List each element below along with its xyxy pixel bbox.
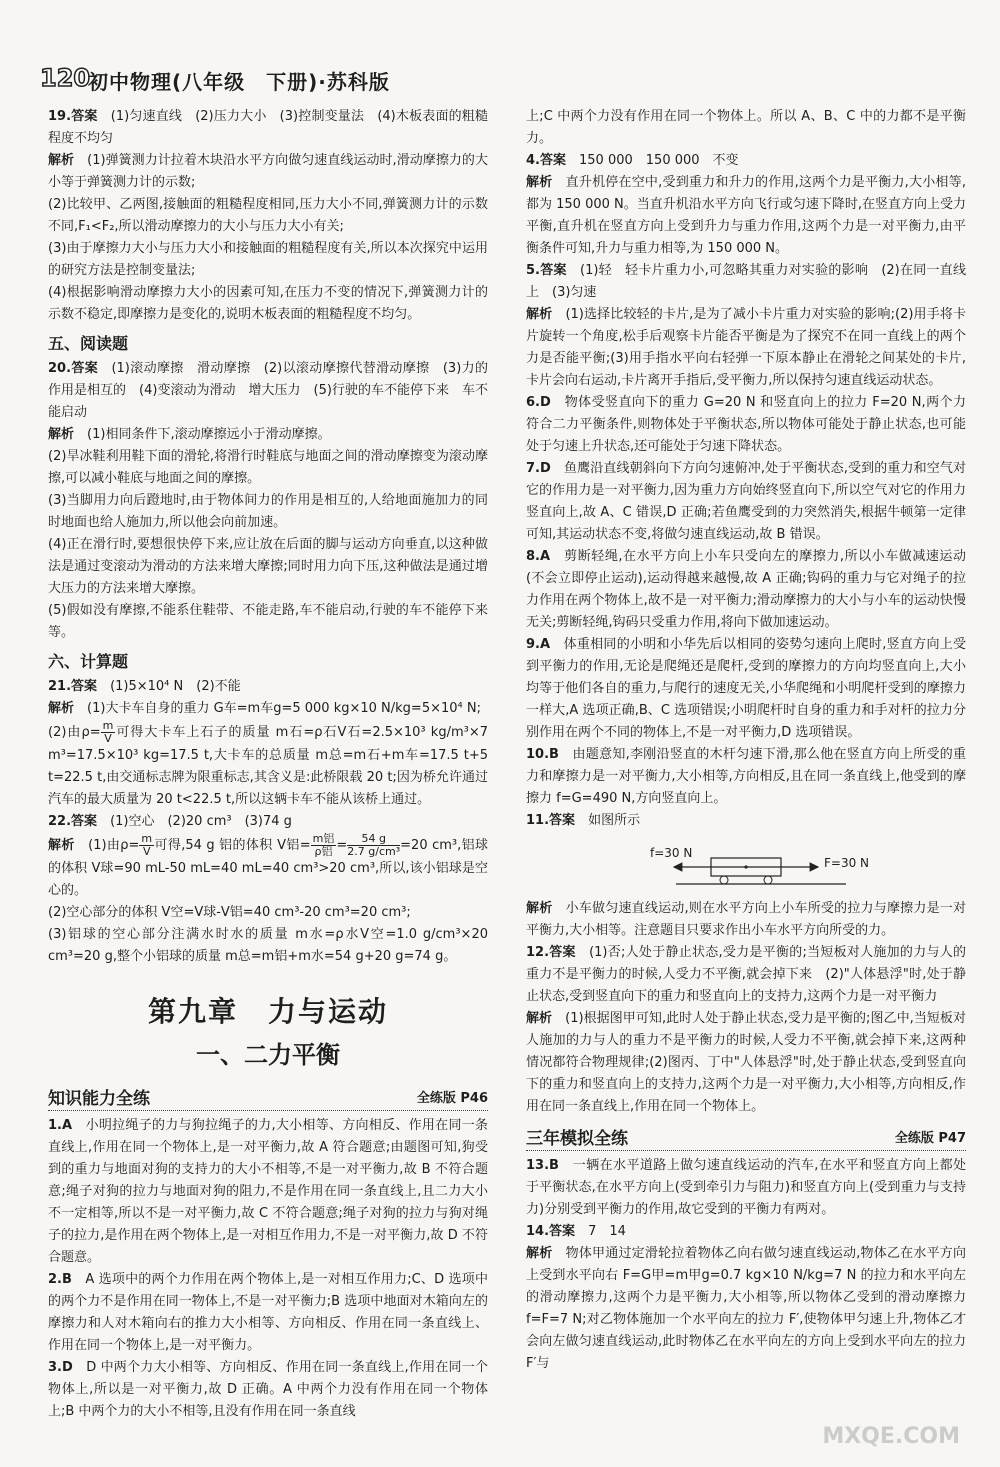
answer-label: 答案: [549, 1224, 576, 1239]
answer-label: 答案: [539, 263, 567, 278]
q3-continued: 上;C 中两个力没有作用在同一个物体上。所以 A、B、C 中的力都不是平衡力。: [526, 109, 966, 146]
right-column: [526, 106, 966, 1375]
q20-line: (2)旱冰鞋利用鞋下面的滑轮,将滑行时鞋底与地面之间的滑动摩擦变为滚动摩擦,可以减小鞋底与地面之间的摩擦。: [48, 449, 488, 486]
answer-label: 答案: [71, 109, 98, 124]
q4-number: 4.: [526, 153, 540, 168]
answer-label: 答案: [549, 813, 576, 828]
answer-label: 答案: [549, 945, 576, 960]
q4-explain: [526, 172, 966, 260]
explain-label: 解析: [526, 901, 553, 916]
explain-label: 解析: [48, 838, 75, 853]
friction-label: f=30 N: [650, 846, 693, 860]
q20-line: (5)假如没有摩擦,不能系住鞋带、不能走路,车不能启动,行驶的车不能停下来等。: [48, 603, 488, 640]
answer-label: 答案: [71, 814, 98, 829]
q11-answer: [526, 810, 966, 832]
q19-answer-text: (1)匀速直线 (2)压力大小 (3)控制变量法 (4)木板表面的粗糙程度不均匀: [48, 109, 488, 146]
q21-answer-text: (1)5×10⁴ N (2)不能: [110, 679, 241, 694]
q3-text: D 中两个力大小相等、方向相反、作用在同一条直线上,作用在同一个物体上,所以是一对平衡力,故 D 正确。A 中两个力没有作用在同一个物体上;B 中两个力的大小不相等,且没有作用在同一条直线: [48, 1360, 488, 1419]
cart-wheel: [764, 876, 772, 884]
q22-number: 22.: [48, 814, 72, 829]
q7-number: 7.D: [526, 461, 551, 476]
explain-label: 解析: [526, 1011, 553, 1026]
q9-number: 9.A: [526, 637, 551, 652]
q21-answer: [48, 676, 488, 698]
q19-line: (2)比较甲、乙两图,接触面的粗糙程度相同,压力大小不同,弹簧测力计的示数不同,F₁<F₂,所以滑动摩擦力的大小与压力大小有关;: [48, 197, 488, 234]
q22-line: (3)铝球的空心部分注满水时水的质量 m水=ρ水V空=1.0 g/cm³×20 cm³=20 g,整个小铝球的质量 m总=m铝+m水=54 g+20 g=74 g。: [48, 927, 488, 964]
q6: [526, 392, 966, 458]
section-bar-title: 知识能力全练: [48, 1089, 150, 1109]
explain-label: 解析: [526, 175, 553, 190]
formula-text: 可得大卡车上石子的质量 m石=ρ石V石=2.5×10³ kg/m³×7 m³=17.5×10³ kg=17.5 t,大卡车的总质量 m总=m石+m车=17.5 t+5 t=22.5 t,由交通标志牌为限重标志,其含义是:此桥限载 20 t;因为桥允许通过汽车的最大质量为 20 t<22.5 t,所以这辆卡车不能从该桥上通过。: [48, 725, 488, 807]
q22-answer-text: (1)空心 (2)20 cm³ (3)74 g: [110, 814, 292, 829]
q11-explain: [526, 898, 966, 942]
q20-explain: [48, 424, 488, 446]
q22-line: (2)空心部分的体积 V空=V球-V铝=40 cm³-20 cm³=20 cm³;: [48, 905, 411, 920]
q14-number: 14.: [526, 1224, 550, 1239]
q10: [526, 744, 966, 810]
q10-number: 10.B: [526, 747, 559, 762]
q22-answer: [48, 811, 488, 833]
cart-force-diagram: [526, 836, 966, 892]
explain-label: 解析: [526, 307, 553, 322]
q12-text: (1)根据图甲可知,此时人处于静止状态,受力是平衡的;图乙中,当短板对人施加的力与人的重力不是平衡力的时候,人受力不平衡,就会掉下来,这两种情况都符合物理规律;(2)图丙、丁中"人体悬浮"时,处于静止状态,受到竖直向下的重力和竖直向上的支持力,这两个力是一对平衡力,大小相等,方向相反,作用在同一条直线上,作用在同一个物体上。: [526, 1011, 966, 1114]
q12-answer-text: (1)否;人处于静止状态,受力是平衡的;当短板对人施加的力与人的重力不是平衡力的时候,人受力不平衡,就会掉下来 (2)"人体悬浮"时,处于静止状态,受到竖直向下的重力和竖直向上的支持力,这两个力是一对平衡力: [526, 945, 966, 1004]
q1-number: 1.A: [48, 1118, 73, 1133]
formula-text: 可得,54 g 铝的体积 V铝=: [154, 838, 311, 853]
answer-label: 答案: [71, 361, 99, 376]
q7: [526, 458, 966, 546]
q8-text: 剪断轻绳,在水平方向上小车只受向左的摩擦力,所以小车做减速运动(不会立即停止运动),运动得越来越慢,故 A 正确;钩码的重力与它对绳子的拉力作用在两个物体上,故不是一对平衡力;滑动摩擦力的大小与小车的运动快慢无关;剪断轻绳,钩码只受重力作用,将向下做加速运动。: [526, 549, 966, 630]
q21-explain: [48, 698, 488, 720]
fraction-numerator: m铝: [312, 832, 335, 845]
section-bar-ref: 全练版 P46: [416, 1091, 488, 1106]
q20-answer-text: (1)滚动摩擦 滑动摩擦 (2)以滚动摩擦代替滑动摩擦 (3)力的作用是相互的 (4)变滚动为滑动 增大压力 (5)行驶的车不能停下来 车不能启动: [48, 361, 488, 420]
section-heading-calculation: 六、计算题: [48, 652, 129, 671]
site-watermark: MXQE.COM: [822, 1424, 960, 1449]
q19-number: 19.: [48, 109, 72, 124]
section-heading-reading: 五、阅读题: [48, 334, 129, 353]
answer-label: 答案: [71, 679, 98, 694]
fraction-denominator: V: [104, 732, 112, 745]
q14-text: 物体甲通过定滑轮拉着物体乙向右做匀速直线运动,物体乙在水平方向上受到水平向右 F=G甲=m甲g=0.7 kg×10 N/kg=7 N 的拉力和水平向左的滑动摩擦力,这两个力是平衡力,大小相等,所以物体乙受到的滑动摩擦力 f=F=7 N;对乙物体施加一个水平向左的拉力 F′,使物体甲匀速上升,物体乙才会向左做匀速直线运动,此时物体乙在水平向左的方向上受到水平向左的拉力 F′与: [526, 1246, 966, 1371]
fraction-numerator: 54 g: [347, 833, 400, 846]
section-bar-mock: [526, 1124, 966, 1151]
formula-text: (2)由ρ=: [48, 725, 101, 740]
q1-text: 小明拉绳子的力与狗拉绳子的力,大小相等、方向相反、作用在同一条直线上,作用在同一个物体上,是一对平衡力,故 A 符合题意;由题图可知,狗受到的重力与地面对狗的支持力的大小不相等,不是一对平衡力,故 B 不符合题意;绳子对狗的拉力与地面对狗的阻力,不是作用在同一条直线上,且二力大小不一定相等,所以不是一对平衡力,故 C 不符合题意;绳子对狗的拉力与狗对绳子的拉力,是作用在两个物体上,是一对相互作用力,不是一对平衡力,故 D 不符合题意。: [48, 1118, 488, 1265]
explain-label: 解析: [526, 1246, 553, 1261]
q7-text: 鱼鹰沿直线朝斜向下方向匀速俯冲,处于平衡状态,受到的重力和空气对它的作用力是一对平衡力,因为重力方向始终竖直向下,所以空气对它的作用力竖直向上,故 A、C 错误,D 正确;若鱼鹰受到的力突然消失,根据牛顿第一定律可知,其运动状态不变,将做匀速直线运动,故 B 错误。: [526, 461, 966, 542]
q22-explain: [48, 833, 488, 902]
cart-force-diagram-svg: [526, 836, 966, 892]
q20-line: (4)正在滑行时,要想很快停下来,应让放在后面的脚与运动方向垂直,以这种做法是通过变滚动为滑动的方法来增大摩擦;同时用力向下压,这种做法是通过增大压力的方法来增大摩擦。: [48, 537, 488, 596]
fraction-denominator: V: [143, 845, 151, 858]
q5-explain: [526, 304, 966, 392]
fraction: [139, 833, 154, 858]
q5-number: 5.: [526, 263, 540, 278]
section-bar-ref: 全练版 P47: [894, 1131, 966, 1146]
q19-line: (1)弹簧测力计拉着木块沿水平方向做匀速直线运动时,滑动摩擦力的大小等于弹簧测力计的示数;: [48, 153, 488, 190]
q19-line: (4)根据影响滑动摩擦力大小的因素可知,在压力不变的情况下,弹簧测力计的示数不稳定,即摩擦力是变化的,说明木板表面的粗糙程度不均匀。: [48, 285, 488, 322]
q11-number: 11.: [526, 813, 550, 828]
q12-number: 12.: [526, 945, 550, 960]
explain-label: 解析: [48, 427, 75, 442]
q9: [526, 634, 966, 744]
q21-line: (1)大卡车自身的重力 G车=m车g=5 000 kg×10 N/kg=5×10⁴ N;: [87, 701, 481, 716]
book-title: 初中物理(八年级 下册)·苏科版: [88, 70, 390, 94]
q20-line: (3)当脚用力向后蹬地时,由于物体间力的作用是相互的,人给地面施加力的同时地面也给人施加力,所以他会向前加速。: [48, 493, 488, 530]
lesson-title: 一、二力平衡: [196, 1040, 340, 1069]
q2: [48, 1269, 488, 1357]
q13-number: 13.B: [526, 1158, 559, 1173]
q5-answer: [526, 260, 966, 304]
q12-explain: [526, 1008, 966, 1118]
q6-text: 物体受竖直向下的重力 G=20 N 和竖直向上的拉力 F=20 N,两个力符合二力平衡条件,则物体处于平衡状态,所以物体可能处于静止状态,也可能处于匀速上升状态,还可能处于匀速下降状态。: [526, 395, 966, 454]
q11-answer-text: 如图所示: [588, 813, 641, 828]
q8-number: 8.A: [526, 549, 551, 564]
section-bar-knowledge: [48, 1084, 488, 1111]
fraction-numerator: m: [141, 832, 153, 845]
q19-answer: [48, 106, 488, 150]
fraction-numerator: m: [102, 719, 114, 732]
fraction: [311, 833, 337, 858]
q10-text: 由题意知,李刚沿竖直的木杆匀速下滑,那么他在竖直方向上所受的重力和摩擦力是一对平衡力,大小相等,方向相反,且在同一条直线上,他受到的摩擦力 f=G=490 N,方向竖直向上。: [526, 747, 966, 806]
q8: [526, 546, 966, 634]
q4-answer: [526, 150, 966, 172]
q6-number: 6.D: [526, 395, 551, 410]
q14-answer: [526, 1221, 966, 1243]
q4-text: 直升机停在空中,受到重力和升力的作用,这两个力是平衡力,大小相等,都为 150 000 N。当直升机沿水平方向飞行或匀速下降时,在竖直方向上受力平衡,直升机在竖直方向上受到升力与重力作用,这两个力是一对平衡力,由平衡条件可知,升力与重力相等,为 150 000 N。: [526, 175, 966, 256]
q20-number: 20.: [48, 361, 72, 376]
q13-text: 一辆在水平道路上做匀速直线运动的汽车,在水平和竖直方向上都处于平衡状态,在水平方向上(受到牵引力与阻力)和竖直方向上(受到重力与支持力)分别受到平衡力的作用,故它受到的平衡力有两对。: [526, 1158, 966, 1217]
formula-text: (1)由ρ=: [88, 838, 140, 853]
fraction: [347, 833, 400, 858]
q20-answer: [48, 358, 488, 424]
chapter-title: 第九章 力与运动: [147, 995, 388, 1028]
cart-wheel: [720, 876, 728, 884]
q2-number: 2.B: [48, 1272, 72, 1287]
q12-answer: [526, 942, 966, 1008]
left-column: [48, 106, 488, 1423]
q9-text: 体重相同的小明和小华先后以相同的姿势匀速向上爬时,竖直方向上受到平衡力的作用,无论是爬绳还是爬杆,受到的摩擦力的方向均竖直向上,大小均等于他们各自的重力,与爬行的速度无关,小华爬绳和小明爬杆受到的摩擦力一样大,A 选项正确,B、C 选项错误;小明爬杆时自身的重力和手对杆的拉力分别作用在两个不同的物体上,不是一对平衡力,D 选项错误。: [526, 637, 966, 740]
q13: [526, 1155, 966, 1221]
section-bar-title: 三年模拟全练: [526, 1129, 628, 1149]
explain-label: 解析: [48, 153, 75, 168]
fraction: [101, 720, 116, 745]
q21-line2: [48, 720, 488, 811]
q4-answer-text: 150 000 150 000 不变: [579, 153, 739, 168]
answer-label: 答案: [539, 153, 566, 168]
pull-force-label: F=30 N: [824, 856, 870, 870]
q11-text: 小车做匀速直线运动,则在水平方向上小车所受的拉力与摩擦力是一对平衡力,大小相等。注意题目只要求作出小车水平方向所受的力。: [526, 901, 966, 938]
q5-text: (1)选择比较轻的卡片,是为了减小卡片重力对实验的影响;(2)用手将卡片旋转一个角度,松手后观察卡片能否平衡是为了探究不在同一直线上的两个力是否能平衡;(3)用手指水平向右轻弹一下原本静止在滑轮之间某处的卡片,卡片会向右运动,卡片离开手指后,受平衡力,所以保持匀速直线运动状态。: [526, 307, 966, 388]
q14-answer-text: 7 14: [588, 1224, 626, 1239]
page-header: [40, 62, 960, 94]
q19-explain: [48, 150, 488, 194]
q2-text: A 选项中的两个力作用在两个物体上,是一对相互作用力;C、D 选项中的两个力不是作用在同一物体上,不是一对平衡力;B 选项中地面对木箱向左的摩擦力和人对木箱向右的推力大小相等、方向相反、作用在同一条直线上、作用在同一个物体上,是一对平衡力。: [48, 1272, 488, 1353]
formula-text: =20 cm³,铝球的体积 V球=90 mL-50 mL=40 mL=40 cm³>20 cm³,所以,该小铝球是空心的。: [48, 838, 488, 898]
fraction-denominator: 2.7 g/cm³: [347, 845, 401, 858]
formula-text: =: [336, 838, 348, 853]
q20-line: (1)相同条件下,滚动摩擦远小于滑动摩擦。: [87, 427, 331, 442]
q19-line: (3)由于摩擦力大小与压力大小和接触面的粗糙程度有关,所以本次探究中运用的研究方法是控制变量法;: [48, 241, 488, 278]
q3: [48, 1357, 488, 1423]
q1: [48, 1115, 488, 1269]
q3-number: 3.D: [48, 1360, 73, 1375]
q21-number: 21.: [48, 679, 72, 694]
q14-explain: [526, 1243, 966, 1375]
explain-label: 解析: [48, 701, 75, 716]
page-number: 120: [40, 64, 91, 92]
q5-answer-text: (1)轻 轻卡片重力小,可忽略其重力对实验的影响 (2)在同一直线上 (3)匀速: [526, 263, 966, 300]
fraction-denominator: ρ铝: [314, 845, 333, 858]
